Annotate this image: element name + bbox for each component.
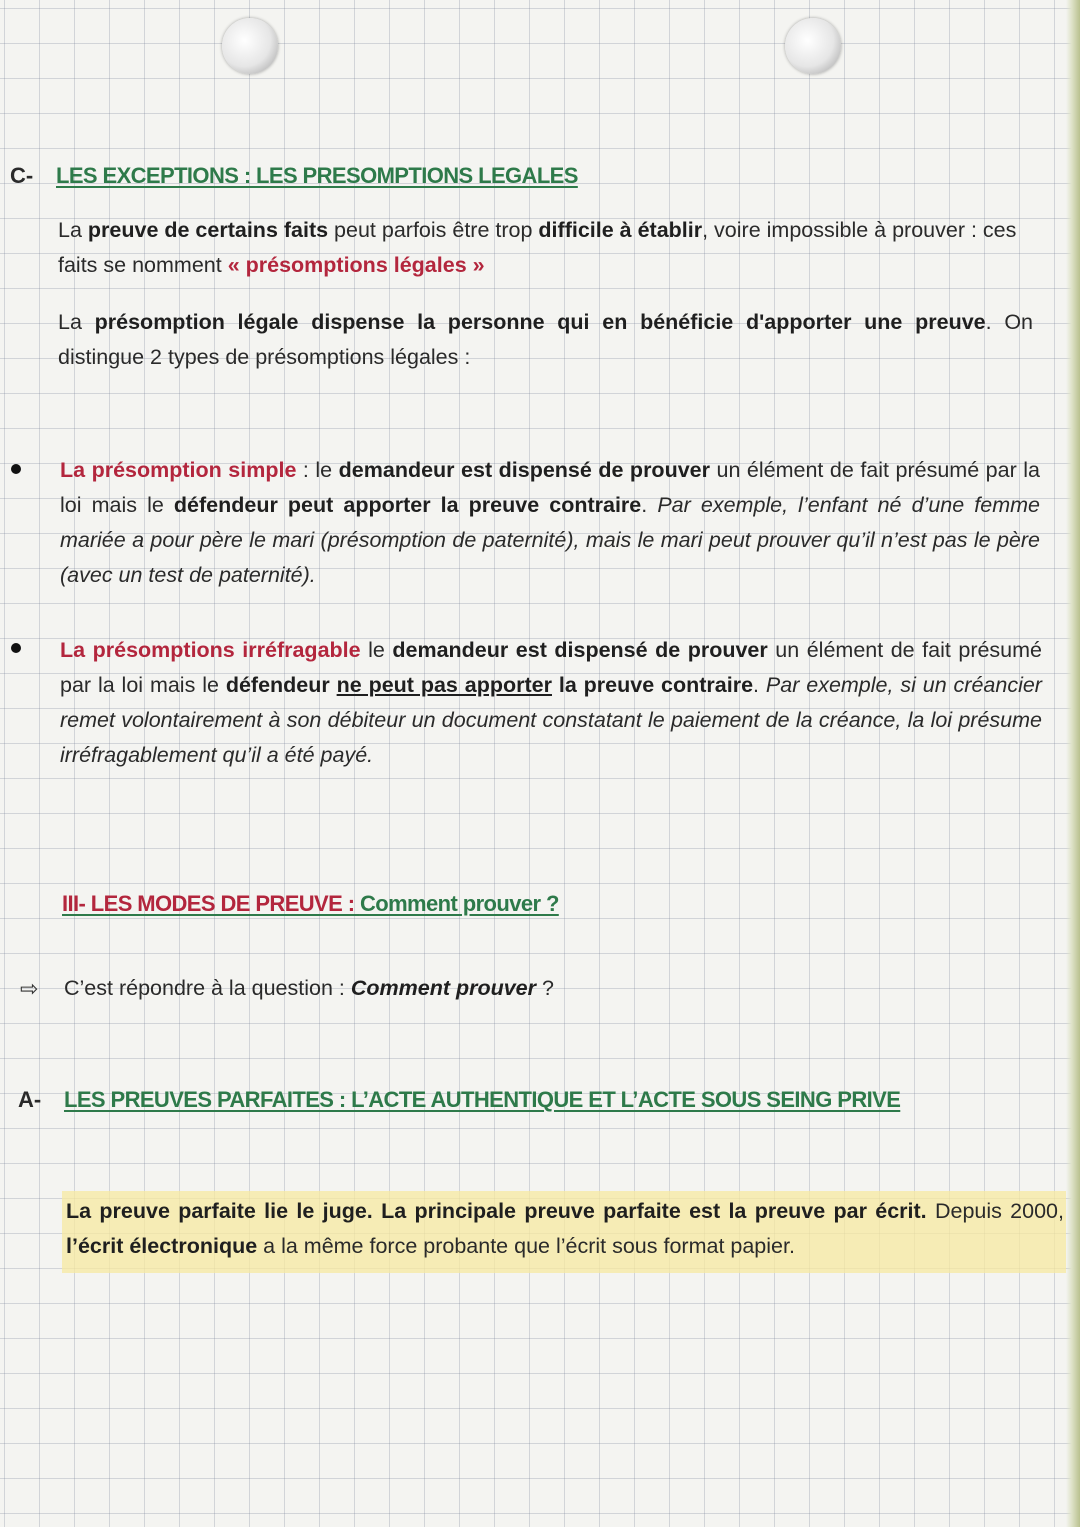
section-a-paragraph-1 bbox=[66, 1194, 1064, 1264]
section-iii-title-part2: Comment prouver ? bbox=[359, 891, 559, 916]
text: La bbox=[58, 218, 88, 242]
text: ? bbox=[536, 976, 554, 1000]
binder-hole-left bbox=[222, 18, 278, 74]
section-c-marker: C- bbox=[10, 163, 34, 188]
example-text: Par exemple, l’enfant né d’une femme mariée a pour père le mari (présomption de paternité), mais le mari peut prouver qu’il n’est pas le père (avec un test de paternité). bbox=[60, 493, 1040, 587]
underlined-bold-text: ne peut pas apporter bbox=[336, 673, 552, 697]
text: le bbox=[360, 638, 393, 662]
section-a-title: LES PREUVES PARFAITES : L’ACTE AUTHENTIQUE ET L’ACTE SOUS SEING PRIVE bbox=[64, 1087, 901, 1112]
text: . bbox=[641, 493, 658, 517]
example-text: Par exemple, si un créancier remet volontairement à son débiteur un document constatant le paiement de la créance, la loi présume irréfragablement qu’il a été payé. bbox=[60, 673, 1042, 767]
section-c-paragraph-1 bbox=[58, 213, 1043, 283]
text: : le bbox=[296, 458, 339, 482]
section-c-title: LES EXCEPTIONS : LES PRESOMPTIONS LEGALES bbox=[56, 163, 578, 188]
arrow-right-icon: ⇨ bbox=[20, 976, 39, 1001]
text bbox=[552, 673, 559, 697]
bold-text: demandeur est dispensé de prouver bbox=[392, 638, 768, 662]
bold-text: présomption légale dispense la personne qui en bénéficie d'apporter une preuve bbox=[94, 310, 986, 334]
bullet-dot bbox=[11, 464, 21, 474]
section-iii-title-part1: III- LES MODES DE PREUVE : bbox=[62, 891, 360, 916]
bold-text: difficile à établir bbox=[538, 218, 703, 242]
term-label: La présomption simple bbox=[60, 458, 297, 482]
page-edge bbox=[1066, 0, 1080, 1527]
text: peut parfois être trop bbox=[328, 218, 539, 242]
bold-text: défendeur bbox=[225, 673, 330, 697]
bold-italic-text: Comment prouver bbox=[350, 976, 537, 1000]
text: un élément de fait présumé par la loi mais le bbox=[60, 638, 1043, 697]
text: a la même force probante que l’écrit sous format papier. bbox=[257, 1234, 795, 1258]
text: un élément de fait présumé par la loi mais le bbox=[60, 458, 1040, 517]
bold-text: défendeur peut apporter la preuve contraire bbox=[173, 493, 642, 517]
bold-text: demandeur est dispensé de prouver bbox=[338, 458, 710, 482]
text: . On distingue 2 types de présomptions légales : bbox=[58, 310, 1033, 369]
text: La bbox=[58, 310, 95, 334]
term-label: La présomptions irréfragable bbox=[60, 638, 361, 662]
arrow-line bbox=[64, 971, 964, 1006]
bold-text: l’écrit électronique bbox=[66, 1234, 258, 1258]
text bbox=[330, 673, 337, 697]
bullet-presomption-simple bbox=[60, 453, 1040, 593]
text: C’est répondre à la question : bbox=[64, 976, 351, 1000]
text: Depuis 2000, bbox=[926, 1199, 1064, 1223]
text: . bbox=[753, 673, 766, 697]
bold-text: preuve de certains faits bbox=[87, 218, 329, 242]
section-a-marker: A- bbox=[18, 1087, 42, 1112]
text: , voire impossible à prouver : ces faits se nomment bbox=[58, 218, 1017, 277]
section-c-paragraph-2 bbox=[58, 305, 1033, 375]
section-iii-title bbox=[62, 891, 559, 917]
bullet-presomption-irrefragable bbox=[60, 633, 1042, 773]
bullet-dot bbox=[11, 643, 21, 653]
bold-text: la preuve contraire bbox=[558, 673, 754, 697]
bold-text: La preuve parfaite lie le juge. La principale preuve parfaite est la preuve par écrit. bbox=[66, 1199, 927, 1223]
binder-hole-right bbox=[785, 18, 841, 74]
highlighted-term: « présomptions légales » bbox=[227, 253, 485, 277]
